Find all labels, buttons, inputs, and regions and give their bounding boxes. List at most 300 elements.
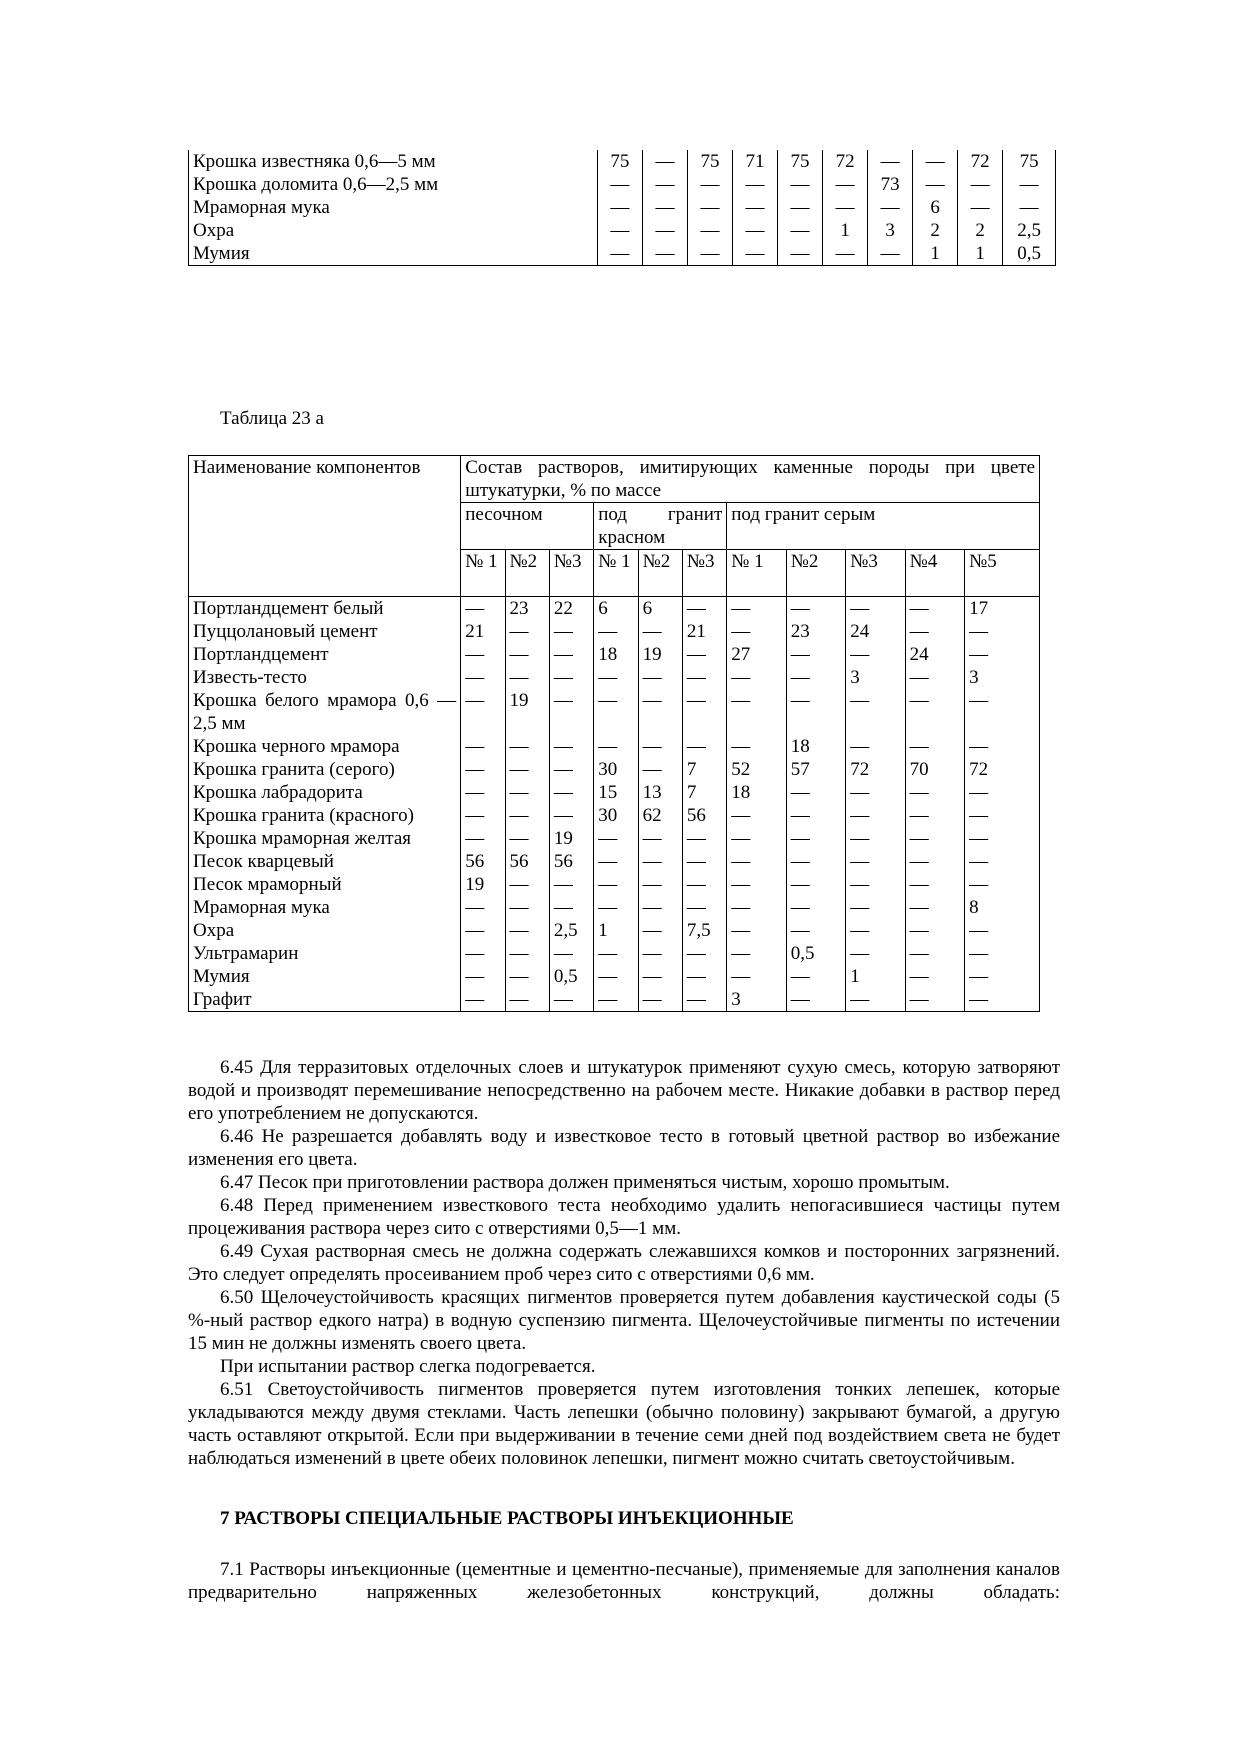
table-cell: — xyxy=(594,827,638,850)
table-cell: — xyxy=(846,689,905,735)
table-cell: — xyxy=(682,850,726,873)
table-cell: 1 xyxy=(913,242,958,266)
table-cell: — xyxy=(965,988,1040,1012)
header-composition: Состав растворов, имитирующих каменные породы при цвете штукатурки, % по массе xyxy=(461,456,1040,503)
table-cell: — xyxy=(505,781,549,804)
paragraph: 6.47 Песок при приготовлении раствора должен применяться чистым, хорошо промытым. xyxy=(220,1172,950,1193)
table-cell: — xyxy=(846,850,905,873)
table-cell: — xyxy=(905,965,964,988)
table-cell: — xyxy=(913,173,958,196)
table-cell: 19 xyxy=(638,643,682,666)
table-cell: 72 xyxy=(846,758,905,781)
table-cell: — xyxy=(549,988,593,1012)
table-cell: — xyxy=(778,196,823,219)
column-header: №5 xyxy=(965,550,1040,597)
table-row xyxy=(189,804,1040,827)
table-cell: — xyxy=(638,735,682,758)
table-cell: — xyxy=(505,620,549,643)
paragraph: При испытании раствор слегка подогревается. xyxy=(220,1356,596,1377)
table-cell: — xyxy=(505,643,549,666)
column-header: №3 xyxy=(682,550,726,597)
table-cell: — xyxy=(549,896,593,919)
table-cell: — xyxy=(727,689,786,735)
table-cell: — xyxy=(597,196,642,219)
row-name: Крошка белого мрамора 0,6 —2,5 мм xyxy=(189,689,461,735)
table-row xyxy=(189,919,1040,942)
row-name: Пуццолановый цемент xyxy=(189,620,461,643)
final-paragraph: 7.1 Растворы инъекционные (цементные и цементно-песчаные), применяемые для заполнения каналов предварительно напряженных железобетонных конструкций, должны обладать: xyxy=(188,1559,1060,1603)
row-name: Мумия xyxy=(189,965,461,988)
row-name: Крошка гранита (красного) xyxy=(189,804,461,827)
table-cell: — xyxy=(727,873,786,896)
table-cell: — xyxy=(638,873,682,896)
table-row xyxy=(189,666,1040,689)
table-cell: 71 xyxy=(733,150,778,173)
table-cell: — xyxy=(846,919,905,942)
table-cell: 3 xyxy=(868,219,913,242)
table-cell: — xyxy=(905,735,964,758)
table-cell: 21 xyxy=(461,620,505,643)
table-row xyxy=(189,735,1040,758)
table-cell: — xyxy=(958,173,1003,196)
table-cell: — xyxy=(846,988,905,1012)
row-name: Охра xyxy=(189,219,598,242)
table-cell: — xyxy=(905,689,964,735)
table-cell: — xyxy=(905,919,964,942)
table-cell: — xyxy=(727,850,786,873)
table-cell: — xyxy=(638,689,682,735)
table-cell: — xyxy=(549,781,593,804)
column-header: №4 xyxy=(905,550,964,597)
table-cell: — xyxy=(461,896,505,919)
table-cell: — xyxy=(461,827,505,850)
table-cell: — xyxy=(594,666,638,689)
table-cell: 6 xyxy=(638,597,682,621)
table-cell: 24 xyxy=(846,620,905,643)
row-name: Охра xyxy=(189,919,461,942)
table-cell: 2 xyxy=(913,219,958,242)
table-row xyxy=(189,173,1056,196)
table-cell: — xyxy=(638,965,682,988)
table-cell: — xyxy=(682,965,726,988)
table-cell: — xyxy=(461,689,505,735)
table-cell: — xyxy=(846,873,905,896)
table-cell: 62 xyxy=(638,804,682,827)
table-23a xyxy=(188,455,1040,1012)
table-cell: 7,5 xyxy=(682,919,726,942)
table-cell: — xyxy=(965,804,1040,827)
table-cell: — xyxy=(733,173,778,196)
table-cell: 1 xyxy=(846,965,905,988)
table-cell: 1 xyxy=(958,242,1003,266)
table-cell: — xyxy=(868,150,913,173)
table-cell: — xyxy=(786,873,845,896)
table-cell: 2,5 xyxy=(549,919,593,942)
table-cell: — xyxy=(965,850,1040,873)
table-cell: — xyxy=(868,242,913,266)
table-row xyxy=(189,196,1056,219)
table-cell: — xyxy=(965,965,1040,988)
group-grey: под гранит серым xyxy=(727,503,1040,550)
row-name: Мраморная мука xyxy=(189,896,461,919)
table-cell: — xyxy=(786,689,845,735)
table-cell: — xyxy=(727,666,786,689)
row-name: Крошка доломита 0,6—2,5 мм xyxy=(189,173,598,196)
table-cell: 27 xyxy=(727,643,786,666)
table-row xyxy=(189,620,1040,643)
table-cell: 73 xyxy=(868,173,913,196)
table-cell: — xyxy=(823,173,868,196)
table-cell: — xyxy=(638,827,682,850)
table-row xyxy=(189,150,1056,173)
table-cell: 57 xyxy=(786,758,845,781)
table-row xyxy=(189,219,1056,242)
table-cell: 72 xyxy=(958,150,1003,173)
table-cell: 30 xyxy=(594,758,638,781)
table-row xyxy=(189,827,1040,850)
column-header: № 1 xyxy=(727,550,786,597)
table-cell: — xyxy=(642,219,687,242)
table-cell: — xyxy=(597,242,642,266)
table-cell: — xyxy=(682,896,726,919)
table-row xyxy=(189,896,1040,919)
row-name: Портландцемент белый xyxy=(189,597,461,621)
body-text xyxy=(188,1056,1060,1470)
table-cell: — xyxy=(594,620,638,643)
table-cell: — xyxy=(638,850,682,873)
table-cell: — xyxy=(965,689,1040,735)
table-cell: — xyxy=(505,873,549,896)
row-name: Крошка мраморная желтая xyxy=(189,827,461,850)
table-cell: — xyxy=(846,735,905,758)
table-cell: — xyxy=(786,597,845,621)
table-cell: — xyxy=(461,643,505,666)
row-name: Песок кварцевый xyxy=(189,850,461,873)
table-cell: 3 xyxy=(727,988,786,1012)
table-cell: — xyxy=(846,827,905,850)
table-cell: — xyxy=(682,827,726,850)
table-cell: — xyxy=(461,919,505,942)
table-cell: — xyxy=(461,758,505,781)
table-cell: — xyxy=(638,896,682,919)
table-cell: — xyxy=(786,896,845,919)
table-cell: — xyxy=(905,597,964,621)
table-cell: — xyxy=(905,896,964,919)
table-cell: — xyxy=(461,735,505,758)
table-cell: 75 xyxy=(1003,150,1056,173)
table-cell: — xyxy=(505,896,549,919)
table-cell: — xyxy=(786,850,845,873)
table-row xyxy=(189,597,1040,621)
table-cell: — xyxy=(786,965,845,988)
column-header: № 1 xyxy=(461,550,505,597)
table-cell: — xyxy=(594,850,638,873)
table-cell: 52 xyxy=(727,758,786,781)
table-cell: 3 xyxy=(846,666,905,689)
column-header: №3 xyxy=(846,550,905,597)
table-cell: — xyxy=(905,873,964,896)
table-cell: 8 xyxy=(965,896,1040,919)
table-row xyxy=(189,758,1040,781)
table-row xyxy=(189,988,1040,1012)
table-cell: — xyxy=(733,196,778,219)
table-row xyxy=(189,873,1040,896)
table-cell: — xyxy=(786,827,845,850)
table-cell: — xyxy=(505,965,549,988)
paragraph: 6.48 Перед применением известкового теста необходимо удалить непогасившиеся частицы путем процеживания раствора через сито с отверстиями 0,5—1 мм. xyxy=(188,1195,1060,1239)
table-cell: 21 xyxy=(682,620,726,643)
table-cell: — xyxy=(549,620,593,643)
table-cell: — xyxy=(505,942,549,965)
table-row xyxy=(189,689,1040,735)
row-name: Мраморная мука xyxy=(189,196,598,219)
table-row xyxy=(189,242,1056,266)
table-cell: — xyxy=(965,919,1040,942)
table-cell: 15 xyxy=(594,781,638,804)
table-cell: 72 xyxy=(965,758,1040,781)
row-name: Крошка лабрадорита xyxy=(189,781,461,804)
table-cell: 7 xyxy=(682,781,726,804)
table-cell: — xyxy=(594,735,638,758)
table-cell: — xyxy=(846,597,905,621)
table-cell: — xyxy=(868,196,913,219)
table-cell: — xyxy=(461,781,505,804)
table-row xyxy=(189,965,1040,988)
table-cell: — xyxy=(905,988,964,1012)
table-row xyxy=(189,781,1040,804)
table-cell: — xyxy=(461,965,505,988)
table-cell: — xyxy=(638,758,682,781)
table-cell: — xyxy=(965,942,1040,965)
paragraph: 6.50 Щелочеустойчивость красящих пигментов проверяется путем добавления каустической соды (5 %-ный раствор едкого натра) в водную суспензию пигмента. Щелочеустойчивые пигменты по истечении 15 мин не должны изменять своего цвета. xyxy=(188,1287,1060,1354)
table-cell: — xyxy=(687,242,732,266)
table-cell: 70 xyxy=(905,758,964,781)
table-cell: — xyxy=(727,942,786,965)
table-cell: — xyxy=(682,942,726,965)
table-cell: — xyxy=(682,988,726,1012)
table-cell: — xyxy=(682,873,726,896)
table-cell: — xyxy=(594,965,638,988)
table-cell: 17 xyxy=(965,597,1040,621)
table-cell: 72 xyxy=(823,150,868,173)
table-cell: 75 xyxy=(597,150,642,173)
table-cell: 23 xyxy=(786,620,845,643)
table-cell: 13 xyxy=(638,781,682,804)
table-row xyxy=(189,643,1040,666)
table-cell: — xyxy=(727,804,786,827)
table-cell: — xyxy=(965,827,1040,850)
table-cell: 6 xyxy=(594,597,638,621)
table-cell: 19 xyxy=(461,873,505,896)
table-cell: — xyxy=(505,988,549,1012)
table-cell: 0,5 xyxy=(786,942,845,965)
table-cell: — xyxy=(823,196,868,219)
table-cell: — xyxy=(727,620,786,643)
section-heading: 7 РАСТВОРЫ СПЕЦИАЛЬНЫЕ РАСТВОРЫ ИНЪЕКЦИОННЫЕ xyxy=(220,1508,794,1529)
table-cell: — xyxy=(846,781,905,804)
table-cell: — xyxy=(905,620,964,643)
table-cell: — xyxy=(642,173,687,196)
table-cell: 3 xyxy=(965,666,1040,689)
table-cell: — xyxy=(727,597,786,621)
table-cell: — xyxy=(594,942,638,965)
table-cell: 56 xyxy=(549,850,593,873)
row-name: Крошка известняка 0,6—5 мм xyxy=(189,150,598,173)
table-cell: — xyxy=(905,850,964,873)
table-cell: — xyxy=(505,919,549,942)
table-cell: — xyxy=(786,988,845,1012)
table-cell: 75 xyxy=(778,150,823,173)
table-cell: — xyxy=(549,873,593,896)
table-cell: — xyxy=(905,666,964,689)
table-cell: — xyxy=(597,173,642,196)
table-cell: — xyxy=(778,173,823,196)
table-cell: — xyxy=(549,689,593,735)
table-cell: — xyxy=(642,242,687,266)
table-cell: — xyxy=(786,643,845,666)
row-name: Портландцемент xyxy=(189,643,461,666)
table-cell: — xyxy=(905,781,964,804)
table-cell: — xyxy=(727,827,786,850)
table-cell: 18 xyxy=(727,781,786,804)
table-cell: — xyxy=(958,196,1003,219)
table-cell: — xyxy=(461,942,505,965)
table-cell: — xyxy=(687,219,732,242)
table-cell: — xyxy=(727,919,786,942)
table-cell: — xyxy=(965,643,1040,666)
table-cell: — xyxy=(905,827,964,850)
table-cell: 56 xyxy=(505,850,549,873)
table-cell: 22 xyxy=(549,597,593,621)
paragraph: 6.46 Не разрешается добавлять воду и известковое тесто в готовый цветной раствор во избежание изменения его цвета. xyxy=(188,1126,1060,1170)
table-cell: — xyxy=(461,988,505,1012)
table-cell: — xyxy=(682,735,726,758)
table-cell: — xyxy=(549,942,593,965)
table-cell: — xyxy=(786,666,845,689)
column-header: №2 xyxy=(638,550,682,597)
table-cell: — xyxy=(638,666,682,689)
table-cell: — xyxy=(638,942,682,965)
table-cell: — xyxy=(505,758,549,781)
row-name: Известь-тесто xyxy=(189,666,461,689)
column-header: №2 xyxy=(505,550,549,597)
table-cell: 19 xyxy=(505,689,549,735)
table-cell: 19 xyxy=(549,827,593,850)
row-name: Ультрамарин xyxy=(189,942,461,965)
table-cell: — xyxy=(642,150,687,173)
table-cell: — xyxy=(687,196,732,219)
table-cell: — xyxy=(727,735,786,758)
table-cell: — xyxy=(461,666,505,689)
table-cell: — xyxy=(1003,173,1056,196)
table-cell: — xyxy=(638,988,682,1012)
table-cell: — xyxy=(733,219,778,242)
table-cell: — xyxy=(786,781,845,804)
table-cell: 18 xyxy=(594,643,638,666)
table-cell: — xyxy=(778,219,823,242)
table-row xyxy=(189,942,1040,965)
row-name: Песок мраморный xyxy=(189,873,461,896)
table-cell: — xyxy=(846,804,905,827)
column-header: № 1 xyxy=(594,550,638,597)
table-cell: — xyxy=(505,804,549,827)
table-cell: 2,5 xyxy=(1003,219,1056,242)
table-cell: 6 xyxy=(913,196,958,219)
table-cell: — xyxy=(461,597,505,621)
table-cell: — xyxy=(682,597,726,621)
table-cell: — xyxy=(549,666,593,689)
table-cell: 30 xyxy=(594,804,638,827)
table-cell: — xyxy=(549,643,593,666)
table-cell: — xyxy=(594,896,638,919)
header-name: Наименование компонентов xyxy=(189,456,461,597)
table-cell: — xyxy=(549,804,593,827)
table-cell: — xyxy=(505,827,549,850)
continuation-table xyxy=(188,150,1056,266)
table-cell: — xyxy=(727,965,786,988)
table-cell: — xyxy=(638,620,682,643)
table-cell: — xyxy=(846,896,905,919)
table-cell: — xyxy=(778,242,823,266)
table-cell: 7 xyxy=(682,758,726,781)
row-name: Графит xyxy=(189,988,461,1012)
table-cell: — xyxy=(733,242,778,266)
table-cell: — xyxy=(786,919,845,942)
paragraph: 6.51 Светоустойчивость пигментов проверяется путем изготовления тонких лепешек, которые укладываются между двумя стеклами. Часть лепешки (обычно половину) закрывают бумагой, а другую часть оставляют открытой. Если при выдерживании в течение семи дней под воздействием света не будет наблюдаться изменений в цвете обеих половинок лепешки, пигмент можно считать светоустойчивым. xyxy=(188,1379,1060,1469)
table-cell: — xyxy=(505,666,549,689)
table-cell: 2 xyxy=(958,219,1003,242)
table-caption: Таблица 23 а xyxy=(220,408,324,429)
table-cell: 56 xyxy=(682,804,726,827)
table-cell: — xyxy=(846,942,905,965)
table-cell: — xyxy=(642,196,687,219)
table-cell: — xyxy=(727,896,786,919)
table-cell: 1 xyxy=(823,219,868,242)
column-header: №3 xyxy=(549,550,593,597)
table-cell: 1 xyxy=(594,919,638,942)
table-cell: — xyxy=(965,620,1040,643)
table-cell: — xyxy=(549,758,593,781)
table-cell: — xyxy=(682,643,726,666)
table-cell: — xyxy=(505,735,549,758)
table-cell: — xyxy=(682,666,726,689)
table-cell: — xyxy=(965,781,1040,804)
table-cell: — xyxy=(638,919,682,942)
table-cell: 0,5 xyxy=(1003,242,1056,266)
table-cell: — xyxy=(823,242,868,266)
paragraph: 6.45 Для терразитовых отделочных слоев и штукатурок применяют сухую смесь, которую затворяют водой и производят перемешивание непосредственно на рабочем месте. Никакие добавки в раствор перед его употреблением не допускаются. xyxy=(188,1057,1060,1124)
table-cell: — xyxy=(965,873,1040,896)
table-cell: — xyxy=(594,873,638,896)
group-sand: песочном xyxy=(461,503,594,550)
table-cell: — xyxy=(549,735,593,758)
table-cell: 75 xyxy=(687,150,732,173)
row-name: Крошка гранита (серого) xyxy=(189,758,461,781)
column-header: №2 xyxy=(786,550,845,597)
paragraph: 6.49 Сухая растворная смесь не должна содержать слежавшихся комков и посторонних загрязнений. Это следует определять просеиванием проб через сито с отверстиями 0,6 мм. xyxy=(188,1241,1060,1285)
row-name: Мумия xyxy=(189,242,598,266)
table-row xyxy=(189,850,1040,873)
table-cell: — xyxy=(682,689,726,735)
table-cell: 18 xyxy=(786,735,845,758)
table-cell: — xyxy=(905,804,964,827)
table-cell: — xyxy=(905,942,964,965)
table-cell: — xyxy=(846,643,905,666)
table-cell: 24 xyxy=(905,643,964,666)
table-cell: 56 xyxy=(461,850,505,873)
table-cell: — xyxy=(913,150,958,173)
table-cell: — xyxy=(597,219,642,242)
